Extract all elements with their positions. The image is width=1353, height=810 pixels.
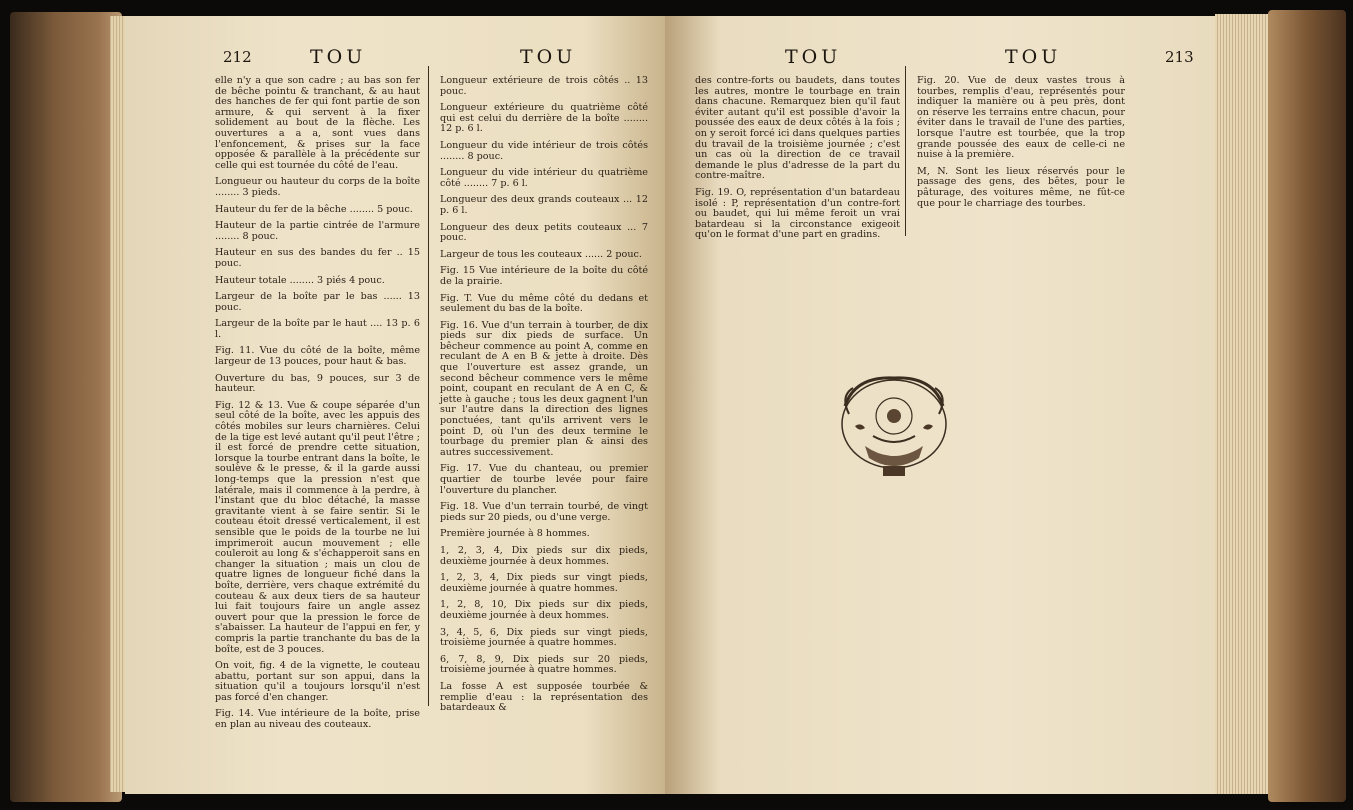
paragraph: Longueur du vide intérieur du quatrième côté ........ 7 p. 6 l.: [440, 167, 648, 189]
text-column-right-1: [695, 76, 900, 247]
paragraph: Longueur du vide intérieur de trois côtés ........ 8 pouc.: [440, 139, 648, 162]
vignette-engraving: [835, 366, 953, 484]
running-head: TOU: [785, 46, 842, 68]
paragraph: 1, 2, 8, 10, Dix pieds sur dix pieds, deuxième journée à deux hommes.: [440, 599, 648, 621]
paragraph: Longueur ou hauteur du corps de la boîte ........ 3 pieds.: [215, 176, 420, 198]
column-rule: [428, 66, 429, 706]
paragraph: Longueur extérieure de trois côtés .. 13 pouc.: [440, 75, 648, 97]
paragraph: Longueur extérieure du quatrième côté qui est celui du derrière de la boîte ........ 12 p. 6 l.: [440, 102, 648, 135]
column-rule: [905, 66, 906, 236]
text-column-left-1: [215, 76, 420, 737]
paragraph: Fig. 14. Vue intérieure de la boîte, prise en plan au niveau des couteaux.: [215, 708, 420, 731]
paragraph: Hauteur totale ........ 3 piés 4 pouc.: [215, 274, 385, 286]
paragraph: Fig. 17. Vue du chanteau, ou premier quartier de tourbe levée pour faire l'ouverture du plancher.: [440, 463, 648, 496]
paragraph: 3, 4, 5, 6, Dix pieds sur vingt pieds, troisième journée à quatre hommes.: [440, 626, 648, 649]
paragraph: 1, 2, 3, 4, Dix pieds sur dix pieds, deuxième journée à deux hommes.: [440, 544, 648, 567]
paragraph: La fosse A est supposée tourbée & remplie d'eau : la représentation des batardeaux &: [440, 680, 648, 714]
paragraph: Fig. 12 & 13. Vue & coupe séparée d'un seul côté de la boîte, avec les appuis des côtés mobiles sur leurs charnières. Celui de la tige est levé autant qu'il peut l'être ; il est forcé de prendre cette situation, lorsque la tourbe entrant dans la boîte, le soulève & le presse, & il la garde aussi long-temps que la pression n'est que latérale, mais il commence à la perdre, à l'instant que du bloc détaché, la masse gravitante vient à se faire sentir. Si le couteau étoit dressé verticalement, il est sensible que le poids de la tourbe ne lui imprimeroit aucun mouvement ; elle couleroit au long & s'échapperoit sans en changer la situation ; mais un clou de quatre lignes de longueur fiché dans la boîte, derrière, vers chaque extrémité du couteau & aux deux tiers de sa hauteur lui fait toujours faire un angle assez ouvert pour que la pression le force de s'abaisser. La hauteur de l'appui en fer, y compris la partie tranchante du bas de la boîte, est de 3 pouces.: [215, 399, 420, 655]
paragraph: Fig. 15 Vue intérieure de la boîte du côté de la prairie.: [440, 265, 648, 287]
book-cover-left: [10, 12, 122, 802]
book-cover-right: [1268, 10, 1346, 802]
paragraph: Longueur des deux petits couteaux ... 7 pouc.: [440, 221, 648, 244]
paragraph: Fig. 19. O, représentation d'un batardeau isolé : P, représentation d'un contre-fort ou baudet, qui lui même feroit un vrai batardeau si la circonstance exigeoit qu'on le format d'une part en gradins.: [695, 186, 900, 241]
paragraph: Fig. 20. Vue de deux vastes trous à tourbes, remplis d'eau, représentés pour indiquer la manière ou à peu près, dont on réserve les terrains entre chacun, pour éviter dans le travail de l'une des parties, lorsque l'autre est tourbée, que la trop grande poussée des eaux de celle-ci ne nuise à la première.: [917, 75, 1125, 161]
paragraph: Largeur de la boîte par le haut .... 13 p. 6 l.: [215, 318, 420, 340]
running-head: TOU: [520, 46, 577, 68]
page-number-right: 213: [1165, 48, 1194, 66]
paragraph: 1, 2, 3, 4, Dix pieds sur vingt pieds, deuxième journée à quatre hommes.: [440, 572, 648, 594]
paragraph: Largeur de la boîte par le bas ...... 13 pouc.: [215, 291, 420, 313]
running-head: TOU: [310, 46, 367, 68]
text-column-left-2: [440, 76, 648, 720]
paragraph: Longueur des deux grands couteaux ... 12 p. 6 l.: [440, 194, 648, 216]
running-head: TOU: [1005, 46, 1062, 68]
left-page: [125, 16, 665, 794]
paragraph: Hauteur en sus des bandes du fer .. 15 pouc.: [215, 247, 420, 269]
paragraph: elle n'y a que son cadre ; au bas son fer de bêche pointu & tranchant, & au haut des hanches de fer qui font partie de son armure, & qui servent à la fixer solidement au bout de la flèche. Les ouvertures a a a, sont vues dans l'enfoncement, & prises sur la face opposée & parallèle à la précédente sur celle qui est tournée du côté de l'eau.: [215, 75, 420, 171]
paragraph: Hauteur du fer de la bêche ........ 5 pouc.: [215, 203, 413, 215]
paragraph: Fig. 18. Vue d'un terrain tourbé, de vingt pieds sur 20 pieds, ou d'une verge.: [440, 501, 648, 523]
page-number-left: 212: [223, 48, 252, 66]
paragraph: Hauteur de la partie cintrée de l'armure ........ 8 pouc.: [215, 220, 420, 242]
paragraph: Fig. 16. Vue d'un terrain à tourber, de dix pieds sur dix pieds de surface. Un bêcheur commence au point A, comme en reculant de A en B & jette à droite. Dès que l'ouverture est assez grande, un second bêcheur commence vers le même point, coupant en reculant de A en C, & jette à gauche ; tous les deux gagnent l'un sur l'autre dans la direction des lignes ponctuées, tant qu'ils arrivent vers le point D, où l'un des deux termine le tourbage du premier plan & ainsi des autres successivement.: [440, 319, 648, 458]
paragraph: On voit, fig. 4 de la vignette, le couteau abattu, portant sur son appui, dans la situation qu'il a toujours lorsqu'il n'est pas forcé d'en changer.: [215, 660, 420, 703]
page-edges-right: [1215, 14, 1275, 794]
text-column-right-2: [917, 76, 1125, 215]
paragraph: Première journée à 8 hommes.: [440, 528, 590, 540]
paragraph: des contre-forts ou baudets, dans toutes les autres, montre le tourbage en train dans chacune. Remarquez bien qu'il faut éviter autant qu'il est possible d'avoir la poussée des eaux de deux côtés à la fois ; on y seroit forcé ici dans quelques parties du travail de la troisième journée ; c'est un cas où la direction de ce travail demande le plus d'adresse de la part du contre-maître.: [695, 75, 900, 182]
paragraph: M, N. Sont les lieux réservés pour le passage des gens, des bêtes, pour le pâturage, des voitures même, ne fût-ce que pour le charriage des tourbes.: [917, 165, 1125, 209]
paragraph: Ouverture du bas, 9 pouces, sur 3 de hauteur.: [215, 372, 420, 395]
paragraph: 6, 7, 8, 9, Dix pieds sur 20 pieds, troisième journée à quatre hommes.: [440, 653, 648, 676]
paragraph: Fig. T. Vue du même côté du dedans et seulement du bas de la boîte.: [440, 292, 648, 315]
paragraph: Largeur de tous les couteaux ...... 2 pouc.: [440, 248, 642, 260]
paragraph: Fig. 11. Vue du côté de la boîte, même largeur de 13 pouces, pour haut & bas.: [215, 345, 420, 368]
right-page: [665, 16, 1217, 794]
